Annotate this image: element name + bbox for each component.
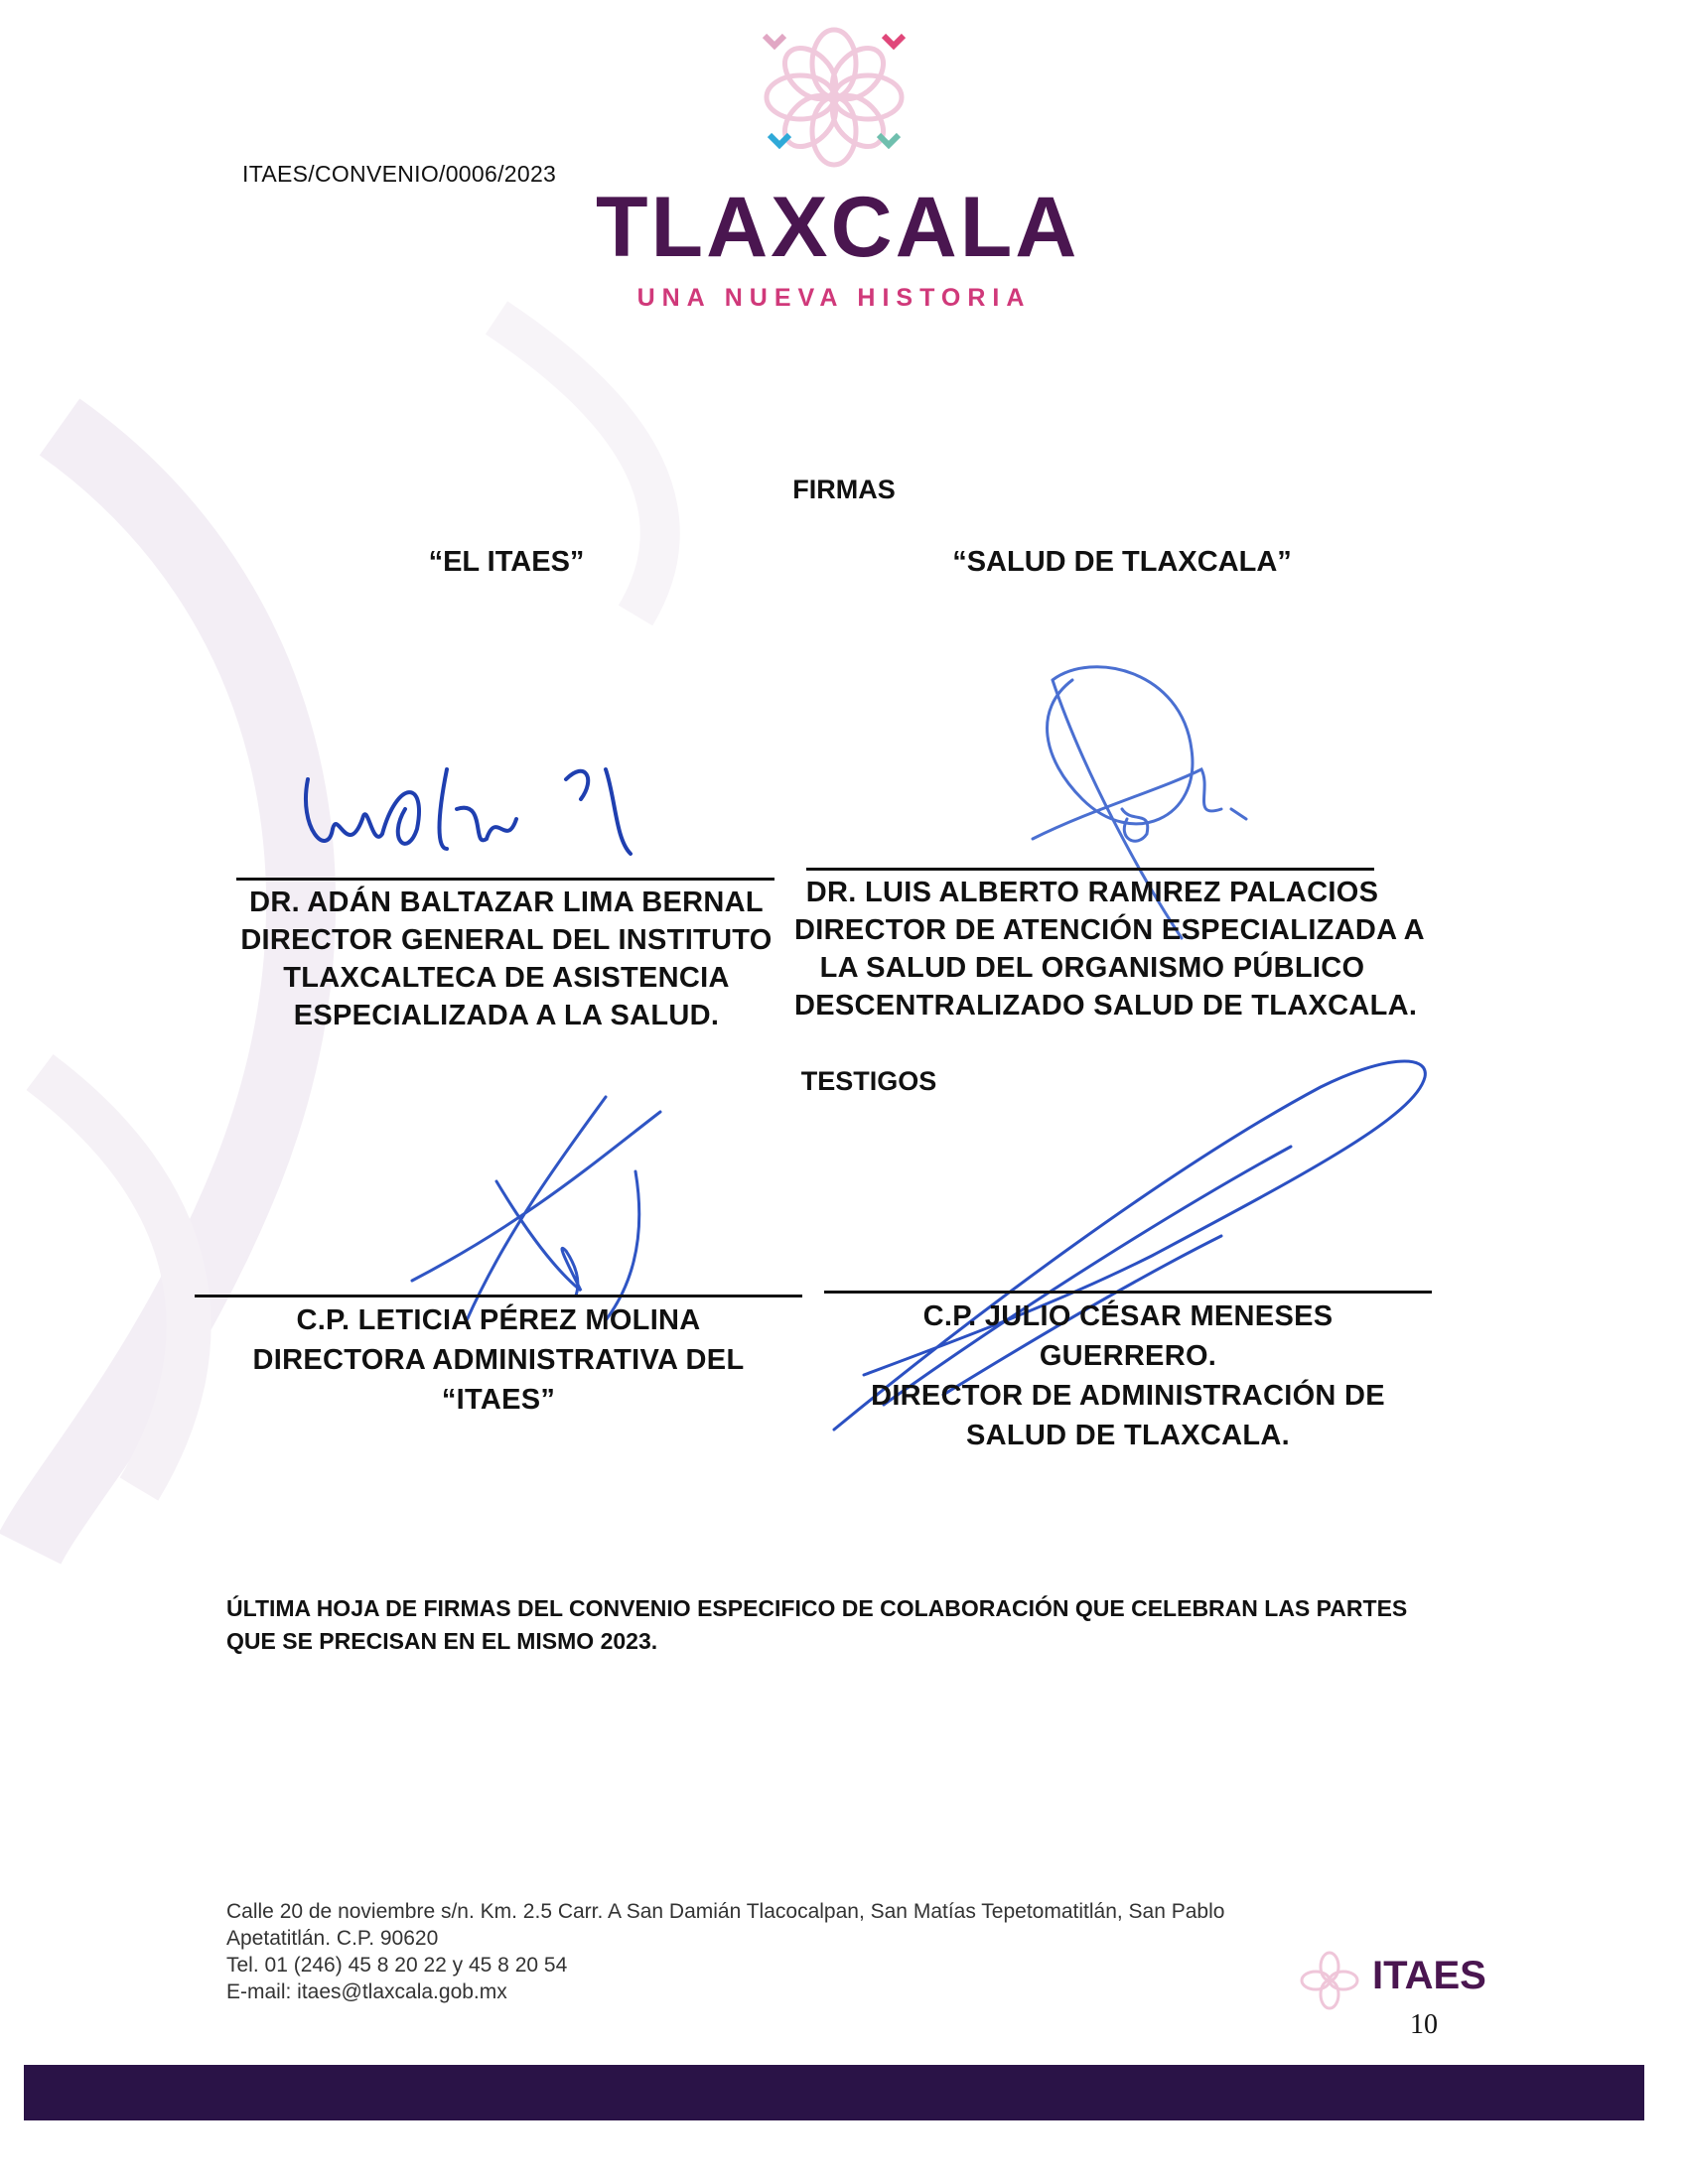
itaes-logo-name: ITAES xyxy=(1372,1954,1486,1997)
page-number: 10 xyxy=(1410,2009,1438,2040)
footer-phone: Tel. 01 (246) 45 8 20 22 y 45 8 20 54 xyxy=(226,1954,568,1977)
closing-note: ÚLTIMA HOJA DE FIRMAS DEL CONVENIO ESPECIFICO DE COLABORACIÓN QUE CELEBRAN LAS PARTES QUE SE PRECISAN EN EL MISMO 2023. xyxy=(226,1595,1408,1654)
signatory-title-line: GUERRERO. xyxy=(1039,1340,1217,1372)
signatures-title: FIRMAS xyxy=(792,475,896,504)
signatory-left-top xyxy=(228,884,784,1034)
signature-line xyxy=(824,1291,1432,1294)
signatory-title-line: DESCENTRALIZADO SALUD DE TLAXCALA. xyxy=(794,990,1418,1022)
tlaxcala-logo xyxy=(596,24,1080,312)
signature-line xyxy=(806,868,1374,871)
itaes-logo xyxy=(1291,1946,1609,2035)
signatory-title-line: DIRECTOR DE ATENCIÓN ESPECIALIZADA A xyxy=(794,914,1425,946)
signatory-title-line: DIRECTOR DE ADMINISTRACIÓN DE xyxy=(871,1380,1385,1412)
party-left-title: “EL ITAES” xyxy=(428,546,585,578)
signatory-name: DR. LUIS ALBERTO RAMIREZ PALACIOS xyxy=(805,877,1379,908)
footer-bar xyxy=(24,2065,1644,2120)
signature-line xyxy=(195,1295,802,1297)
itaes-emblem-icon xyxy=(1295,1946,1364,2015)
footer-address-line: Calle 20 de noviembre s/n. Km. 2.5 Carr. A San Damián Tlacocalpan, San Matías Tepetomatitlán, San Pablo xyxy=(226,1900,1225,1923)
document-reference: ITAES/CONVENIO/0006/2023 xyxy=(242,161,557,187)
signatory-title-line: DIRECTOR GENERAL DEL INSTITUTO xyxy=(240,924,773,956)
signatory-name: C.P. JULIO CÉSAR MENESES xyxy=(922,1300,1334,1332)
signatory-left-bottom xyxy=(195,1300,802,1420)
signatory-name: C.P. LETICIA PÉREZ MOLINA xyxy=(296,1304,701,1336)
footer-address-line: Apetatitlán. C.P. 90620 xyxy=(226,1927,439,1950)
party-right-title: “SALUD DE TLAXCALA” xyxy=(952,546,1292,578)
witnesses-title: TESTIGOS xyxy=(800,1066,937,1096)
signature-lima-bernal xyxy=(288,740,665,869)
logo-brand-text: TLAXCALA xyxy=(596,180,1080,275)
flower-emblem-icon xyxy=(596,24,1072,183)
signatory-title-line: DIRECTORA ADMINISTRATIVA DEL xyxy=(252,1344,745,1376)
signatory-title-line: ESPECIALIZADA A LA SALUD. xyxy=(293,1000,720,1031)
signatory-title-line: “ITAES” xyxy=(441,1384,556,1416)
signatory-name: DR. ADÁN BALTAZAR LIMA BERNAL xyxy=(249,887,764,918)
signatory-title-line: TLAXCALTECA DE ASISTENCIA xyxy=(283,962,730,994)
signatory-right-top xyxy=(794,874,1425,1024)
footer-email: E-mail: itaes@tlaxcala.gob.mx xyxy=(226,1980,507,2003)
signatory-right-bottom xyxy=(824,1297,1432,1455)
signatory-title-line: SALUD DE TLAXCALA. xyxy=(966,1420,1290,1451)
signatory-title-line: LA SALUD DEL ORGANISMO PÚBLICO xyxy=(819,952,1365,984)
signature-line xyxy=(236,878,774,881)
footer-contact xyxy=(226,1898,1224,2005)
logo-tagline: UNA NUEVA HISTORIA xyxy=(636,284,1032,312)
